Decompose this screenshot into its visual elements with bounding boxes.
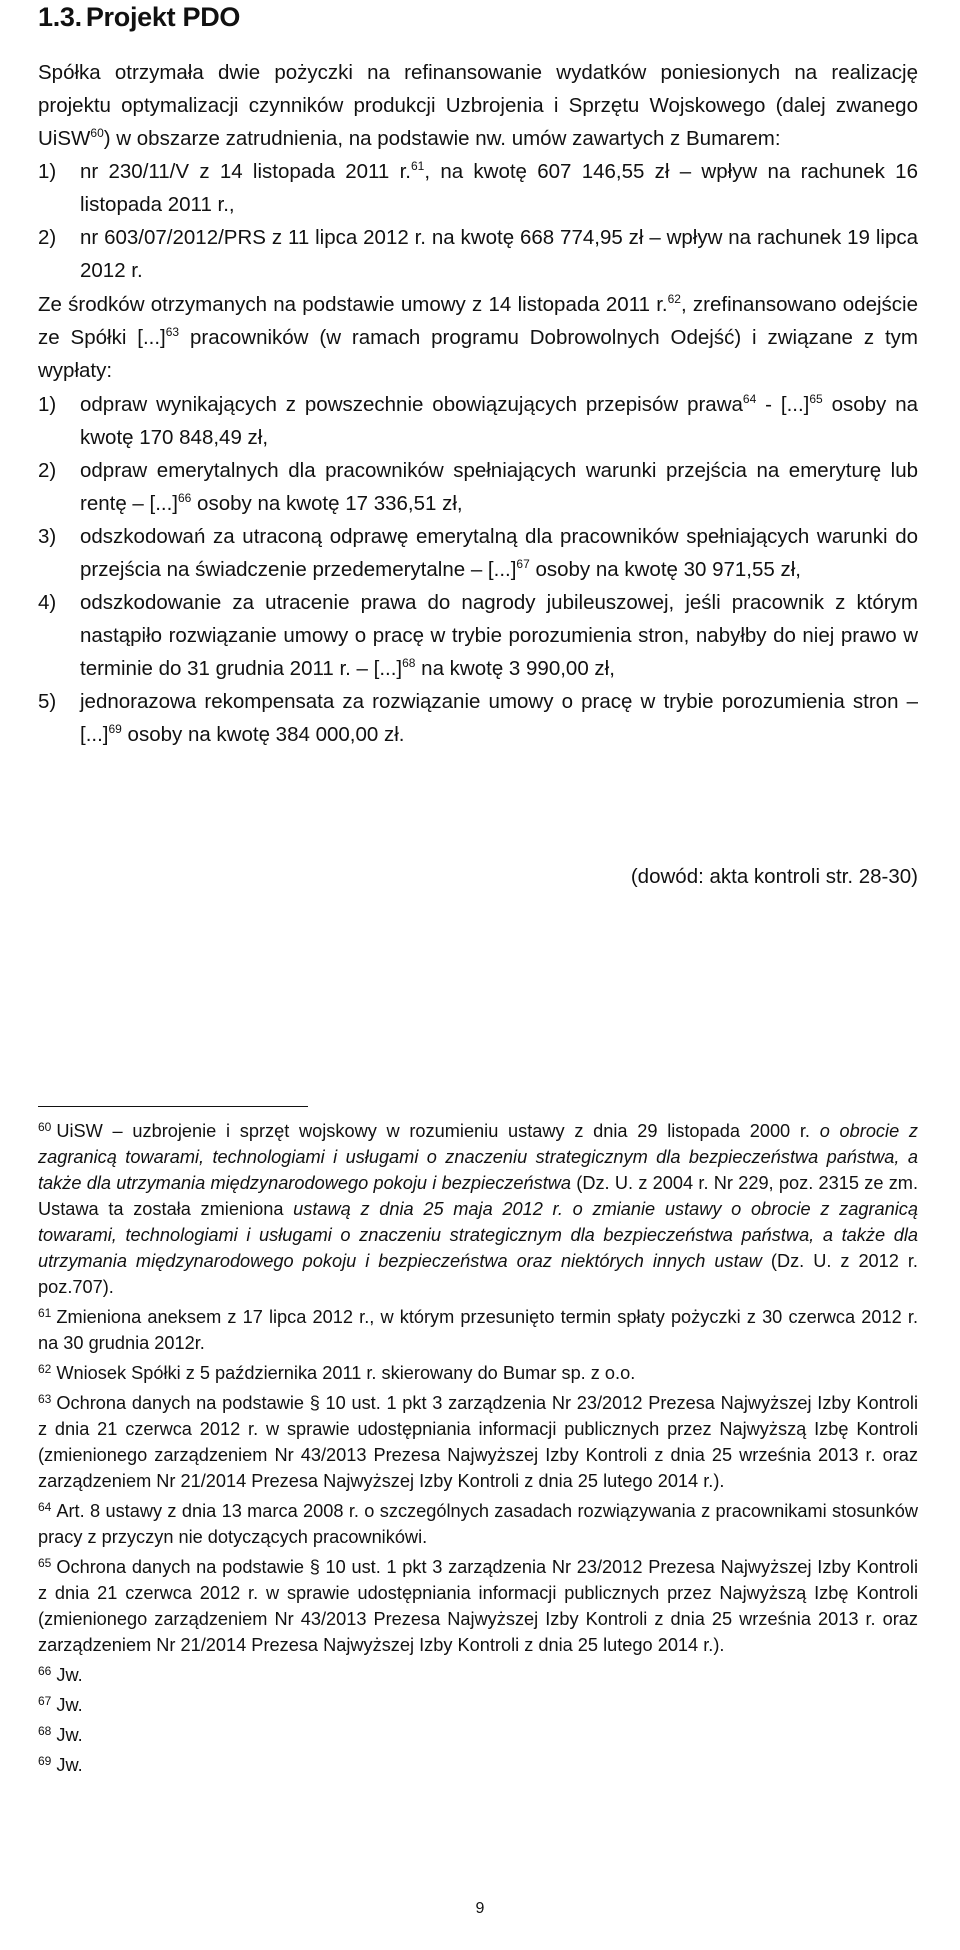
- footnote-ref-63[interactable]: 63: [165, 325, 180, 339]
- footnote-65: [38, 1554, 918, 1658]
- footnote-ref-67[interactable]: 67: [516, 557, 530, 571]
- footnote-ref-68[interactable]: 68: [402, 656, 416, 670]
- footnote-number: 61: [38, 1306, 52, 1320]
- footnote-68: [38, 1722, 918, 1748]
- payment-item-text-b: na kwotę 3 990,00 zł,: [415, 657, 615, 680]
- refinancing-text-before: Ze środków otrzymanych na podstawie umowy z 14 listopada 2011 r.: [38, 293, 668, 316]
- footnote-60: [38, 1118, 918, 1300]
- section-heading: [38, 2, 240, 33]
- payment-item-3: [38, 520, 918, 586]
- footnote-text: Zmieniona aneksem z 17 lipca 2012 r., w którym przesunięto termin spłaty pożyczki z 30 czerwca 2012 r. na 30 grudnia 2012r.: [38, 1307, 918, 1353]
- footnote-number: 67: [38, 1694, 52, 1708]
- footnote-text: Jw.: [56, 1725, 83, 1745]
- loan-item-1: [38, 155, 918, 221]
- footnote-number: 64: [38, 1500, 52, 1514]
- footnote-ref-60[interactable]: 60: [90, 126, 104, 140]
- payment-item-text: odszkodowań za utraconą odprawę emerytalną dla pracowników spełniających warunki do przejścia na świadczenie przedemerytalne – [...]: [80, 525, 918, 581]
- footnote-67: [38, 1692, 918, 1718]
- footnote-ref-66[interactable]: 66: [178, 491, 192, 505]
- footnote-61: [38, 1304, 918, 1356]
- footnote-63: [38, 1390, 918, 1494]
- footnote-number: 65: [38, 1556, 52, 1570]
- footnote-text: Jw.: [56, 1755, 83, 1775]
- payment-item-5: [38, 685, 918, 751]
- footnote-text: (Dz. U. z 2004 r. Nr 229, poz. 2315 ze zm. Ustawa ta została zmieniona: [38, 1173, 918, 1219]
- intro-text-before: Spółka otrzymała dwie pożyczki na refinansowanie wydatków poniesionych na realizację projektu optymalizacji czynników produkcji Uzbrojenia i Sprzętu Wojskowego (dalej zwanego UiSW: [38, 61, 918, 150]
- footnote-number: 62: [38, 1362, 52, 1376]
- section-title: Projekt PDO: [85, 2, 241, 32]
- footnote-separator: [38, 1106, 308, 1107]
- loan-item-text: nr 230/11/V z 14 listopada 2011 r.: [80, 160, 411, 183]
- footnote-text: Jw.: [56, 1695, 83, 1715]
- footnote-ref-69[interactable]: 69: [108, 722, 122, 736]
- footnote-text: Art. 8 ustawy z dnia 13 marca 2008 r. o szczególnych zasadach rozwiązywania z pracownikami stosunków pracy z przyczyn nie dotyczących pracownikówi.: [38, 1501, 918, 1547]
- footnote-number: 63: [38, 1392, 52, 1406]
- page-number: 9: [475, 1900, 485, 1917]
- intro-paragraph: [38, 56, 918, 155]
- loan-item-2: [38, 221, 918, 287]
- loan-item-text-after: , na kwotę 607 146,55 zł – wpływ na rachunek 16 listopada 2011 r.,: [80, 160, 918, 216]
- footnote-number: 66: [38, 1664, 52, 1678]
- footnote-69: [38, 1752, 918, 1778]
- footnote-number: 69: [38, 1754, 52, 1768]
- footnote-ref-62[interactable]: 62: [667, 292, 681, 306]
- footnote-text: UiSW – uzbrojenie i sprzęt wojskowy w rozumieniu ustawy z dnia 29 listopada 2000 r.: [56, 1121, 820, 1141]
- payment-item-text-c: osoby na kwotę 170 848,49 zł,: [80, 393, 918, 449]
- payment-item-label: 5): [38, 690, 57, 713]
- loans-list: [38, 155, 918, 287]
- footnote-italic-text: ustawą z dnia 25 maja 2012 r. o zmianie ustawy o obrocie z zagranicą towarami, technologiami i usługami o znaczeniu strategicznym dla bezpieczeństwa państwa, a także dla utrzymania międzynarodowego pokoju i bezpieczeństwa oraz niektórych innych ustaw: [38, 1199, 918, 1271]
- payment-item-label: 2): [38, 459, 57, 482]
- payment-item-1: [38, 388, 918, 454]
- payment-item-label: 1): [38, 393, 57, 416]
- footnote-text: Wniosek Spółki z 5 października 2011 r. skierowany do Bumar sp. z o.o.: [56, 1363, 636, 1383]
- loan-item-label: 2): [38, 226, 57, 249]
- section-number: 1.3.: [38, 2, 82, 32]
- refinancing-text-mid: , zrefinansowano odejście ze Spółki [...]: [38, 293, 918, 349]
- payment-item-label: 3): [38, 525, 57, 548]
- payment-item-text-b: osoby na kwotę 30 971,55 zł,: [529, 558, 802, 581]
- payment-item-text-b: osoby na kwotę 17 336,51 zł,: [191, 492, 463, 515]
- payment-item-2: [38, 454, 918, 520]
- payment-item-text-b: osoby na kwotę 384 000,00 zł.: [121, 723, 405, 746]
- footnote-text: (Dz. U. z 2012 r. poz.707).: [38, 1251, 918, 1297]
- footnotes-section: [38, 1118, 918, 1782]
- payment-item-text-b: - [...]: [756, 393, 810, 416]
- payments-list: [38, 388, 918, 751]
- payment-item-label: 4): [38, 591, 57, 614]
- footnote-ref-61[interactable]: 61: [411, 159, 425, 173]
- footnote-66: [38, 1662, 918, 1688]
- payment-item-text: jednorazowa rekompensata za rozwiązanie umowy o pracę w trybie porozumienia stron – [...]: [80, 690, 918, 746]
- footnote-64: [38, 1498, 918, 1550]
- intro-text-after: ) w obszarze zatrudnienia, na podstawie nw. umów zawartych z Bumarem:: [103, 127, 781, 150]
- payment-item-text: odszkodowanie za utracenie prawa do nagrody jubileuszowej, jeśli pracownik z którym nastąpiło rozwiązanie umowy o pracę w trybie porozumienia stron, nabyłby do niej prawo w terminie do 31 grudnia 2011 r. – [...]: [80, 591, 918, 680]
- evidence-note: (dowód: akta kontroli str. 28-30): [630, 865, 918, 888]
- payment-item-text: odpraw emerytalnych dla pracowników spełniających warunki przejścia na emeryturę lub rentę – [...]: [80, 459, 918, 515]
- loan-item-text: nr 603/07/2012/PRS z 11 lipca 2012 r. na kwotę 668 774,95 zł – wpływ na rachunek 19 lipca 2012 r.: [80, 226, 918, 282]
- footnote-number: 60: [38, 1120, 52, 1134]
- footnote-62: [38, 1360, 918, 1386]
- footnote-ref-65[interactable]: 65: [809, 392, 823, 406]
- loan-item-label: 1): [38, 160, 57, 183]
- footnote-text: Ochrona danych na podstawie § 10 ust. 1 pkt 3 zarządzenia Nr 23/2012 Prezesa Najwyższej Izby Kontroli z dnia 21 czerwca 2012 r. w sprawie udostępniania informacji publicznych przez Najwyższą Izbę Kontroli (zmienionego zarządzeniem Nr 43/2013 Prezesa Najwyższej Izby Kontroli z dnia 25 września 2013 r. oraz zarządzeniem Nr 21/2014 Prezesa Najwyższej Izby Kontroli z dnia 25 lutego 2014 r.).: [38, 1393, 918, 1491]
- footnote-text: Ochrona danych na podstawie § 10 ust. 1 pkt 3 zarządzenia Nr 23/2012 Prezesa Najwyższej Izby Kontroli z dnia 21 czerwca 2012 r. w sprawie udostępniania informacji publicznych przez Najwyższą Izbę Kontroli (zmienionego zarządzeniem Nr 43/2013 Prezesa Najwyższej Izby Kontroli z dnia 25 września 2013 r. oraz zarządzeniem Nr 21/2014 Prezesa Najwyższej Izby Kontroli z dnia 25 lutego 2014 r.).: [38, 1557, 918, 1655]
- payment-item-4: [38, 586, 918, 685]
- refinancing-paragraph: [38, 288, 918, 387]
- footnote-number: 68: [38, 1724, 52, 1738]
- footnote-ref-64[interactable]: 64: [742, 392, 757, 406]
- footnote-text: Jw.: [56, 1665, 83, 1685]
- payment-item-text: odpraw wynikających z powszechnie obowiązujących przepisów prawa: [80, 393, 743, 416]
- footnote-italic-text: o obrocie z zagranicą towarami, technologiami i usługami o znaczeniu strategicznym dla bezpieczeństwa państwa, a także dla utrzymania międzynarodowego pokoju i bezpieczeństwa: [38, 1121, 918, 1193]
- refinancing-text-after: pracowników (w ramach programu Dobrowolnych Odejść) i związane z tym wypłaty:: [38, 326, 919, 382]
